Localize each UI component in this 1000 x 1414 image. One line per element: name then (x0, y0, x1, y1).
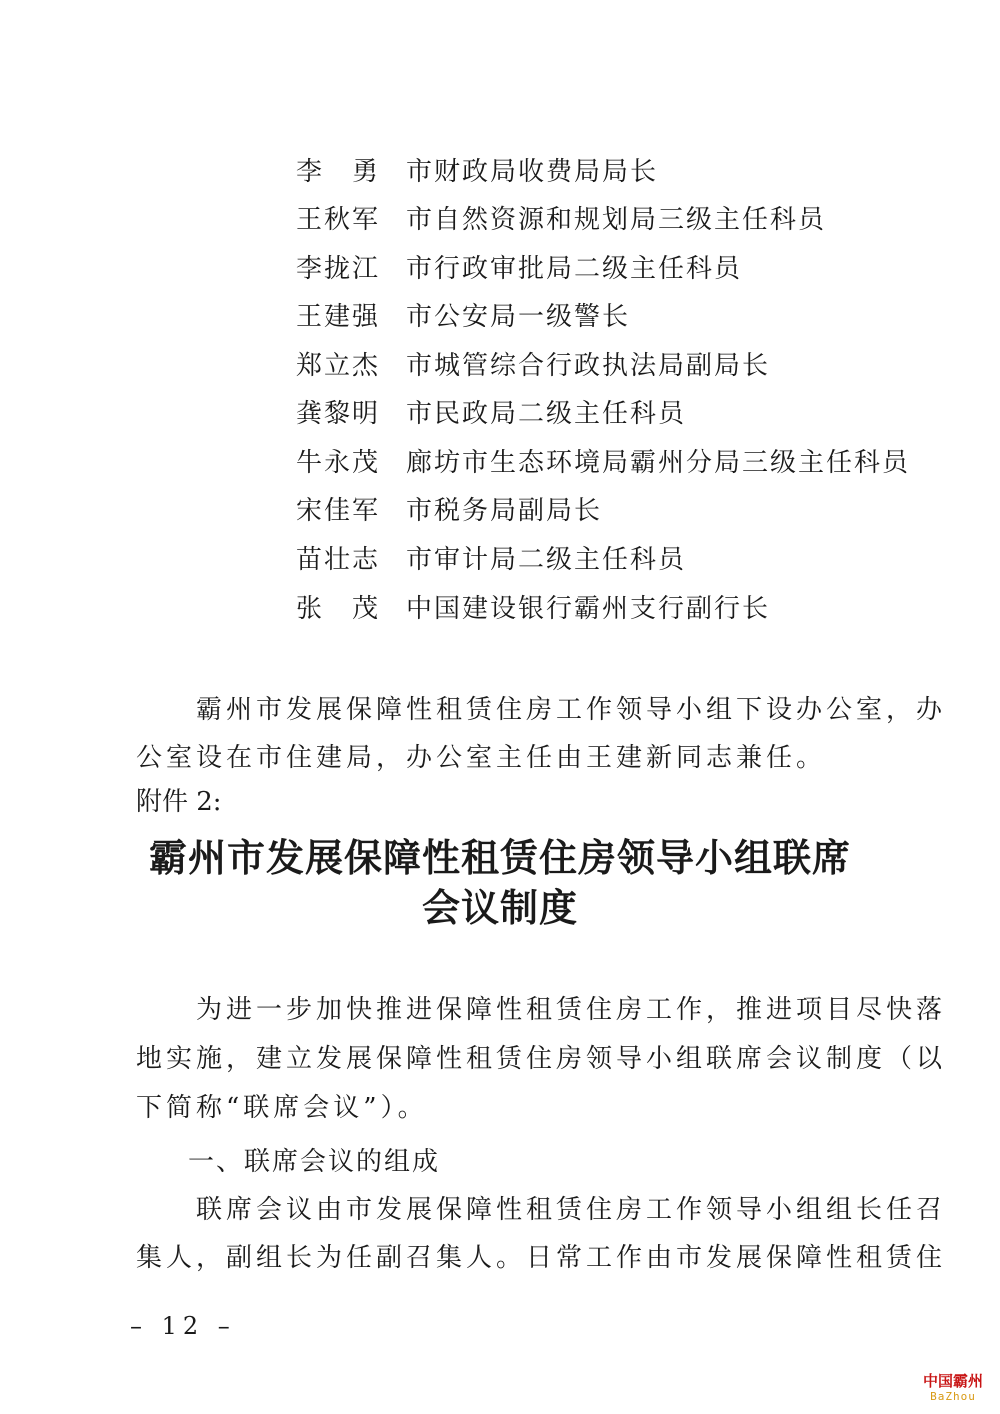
member-name: 龚黎明 (296, 399, 381, 429)
watermark-subtext: BaZhou (930, 1390, 976, 1403)
member-row (296, 589, 770, 629)
member-name: 郑立杰 (296, 351, 381, 381)
member-row (296, 540, 686, 580)
member-row (296, 249, 742, 289)
section-heading: 一、联席会议的组成 (188, 1147, 441, 1177)
attachment-label: 附件 2: (136, 787, 222, 817)
paragraph-line: 集人，副组长为任副召集人。日常工作由市发展保障性租赁住 (136, 1243, 947, 1273)
member-title: 市民政局二级主任科员 (406, 399, 687, 429)
member-row (296, 297, 630, 337)
watermark-title (918, 1372, 988, 1390)
site-watermark-logo (918, 1372, 988, 1404)
member-name: 张 茂 (296, 594, 381, 624)
paragraph-line: 地实施，建立发展保障性租赁住房领导小组联席会议制度（以 (136, 1044, 947, 1074)
watermark-text-b: 霸州 (953, 1372, 984, 1390)
member-title: 市自然资源和规划局三级主任科员 (406, 205, 827, 235)
paragraph-line: 霸州市发展保障性租赁住房工作领导小组下设办公室，办 (136, 695, 947, 725)
member-row (296, 152, 658, 192)
member-row (296, 200, 826, 240)
paragraph-line: 联席会议由市发展保障性租赁住房工作领导小组组长任召 (136, 1195, 947, 1225)
member-title: 市审计局二级主任科员 (406, 545, 687, 575)
member-title: 市行政审批局二级主任科员 (406, 254, 743, 284)
member-row (296, 394, 686, 434)
member-title: 市公安局一级警长 (406, 302, 631, 332)
member-name: 苗壮志 (296, 545, 381, 575)
member-name: 宋佳军 (296, 496, 381, 526)
member-row (296, 491, 602, 531)
member-name: 李拢江 (296, 254, 381, 284)
doc-title-line: 会议制度 (421, 885, 578, 930)
paragraph-line: 公室设在市住建局，办公室主任由王建新同志兼任。 (136, 743, 827, 773)
watermark-text-a: 中国 (922, 1372, 953, 1390)
member-name: 王建强 (296, 302, 381, 332)
member-title: 廊坊市生态环境局霸州分局三级主任科员 (406, 448, 911, 478)
paragraph-line: 下简称“联席会议”）。 (136, 1093, 428, 1123)
member-name: 李 勇 (296, 157, 381, 187)
member-title: 市税务局副局长 (406, 496, 603, 526)
member-row (296, 443, 910, 483)
member-name: 王秋军 (296, 205, 381, 235)
page-number: – 12 – (130, 1312, 236, 1340)
member-title: 中国建设银行霸州支行副行长 (406, 594, 771, 624)
member-title: 市财政局收费局局长 (406, 157, 659, 187)
member-row (296, 346, 770, 386)
doc-title-line: 霸州市发展保障性租赁住房领导小组联席 (148, 835, 851, 880)
paragraph-line: 为进一步加快推进保障性租赁住房工作，推进项目尽快落 (136, 995, 947, 1025)
member-name: 牛永茂 (296, 448, 381, 478)
member-title: 市城管综合行政执法局副局长 (406, 351, 771, 381)
